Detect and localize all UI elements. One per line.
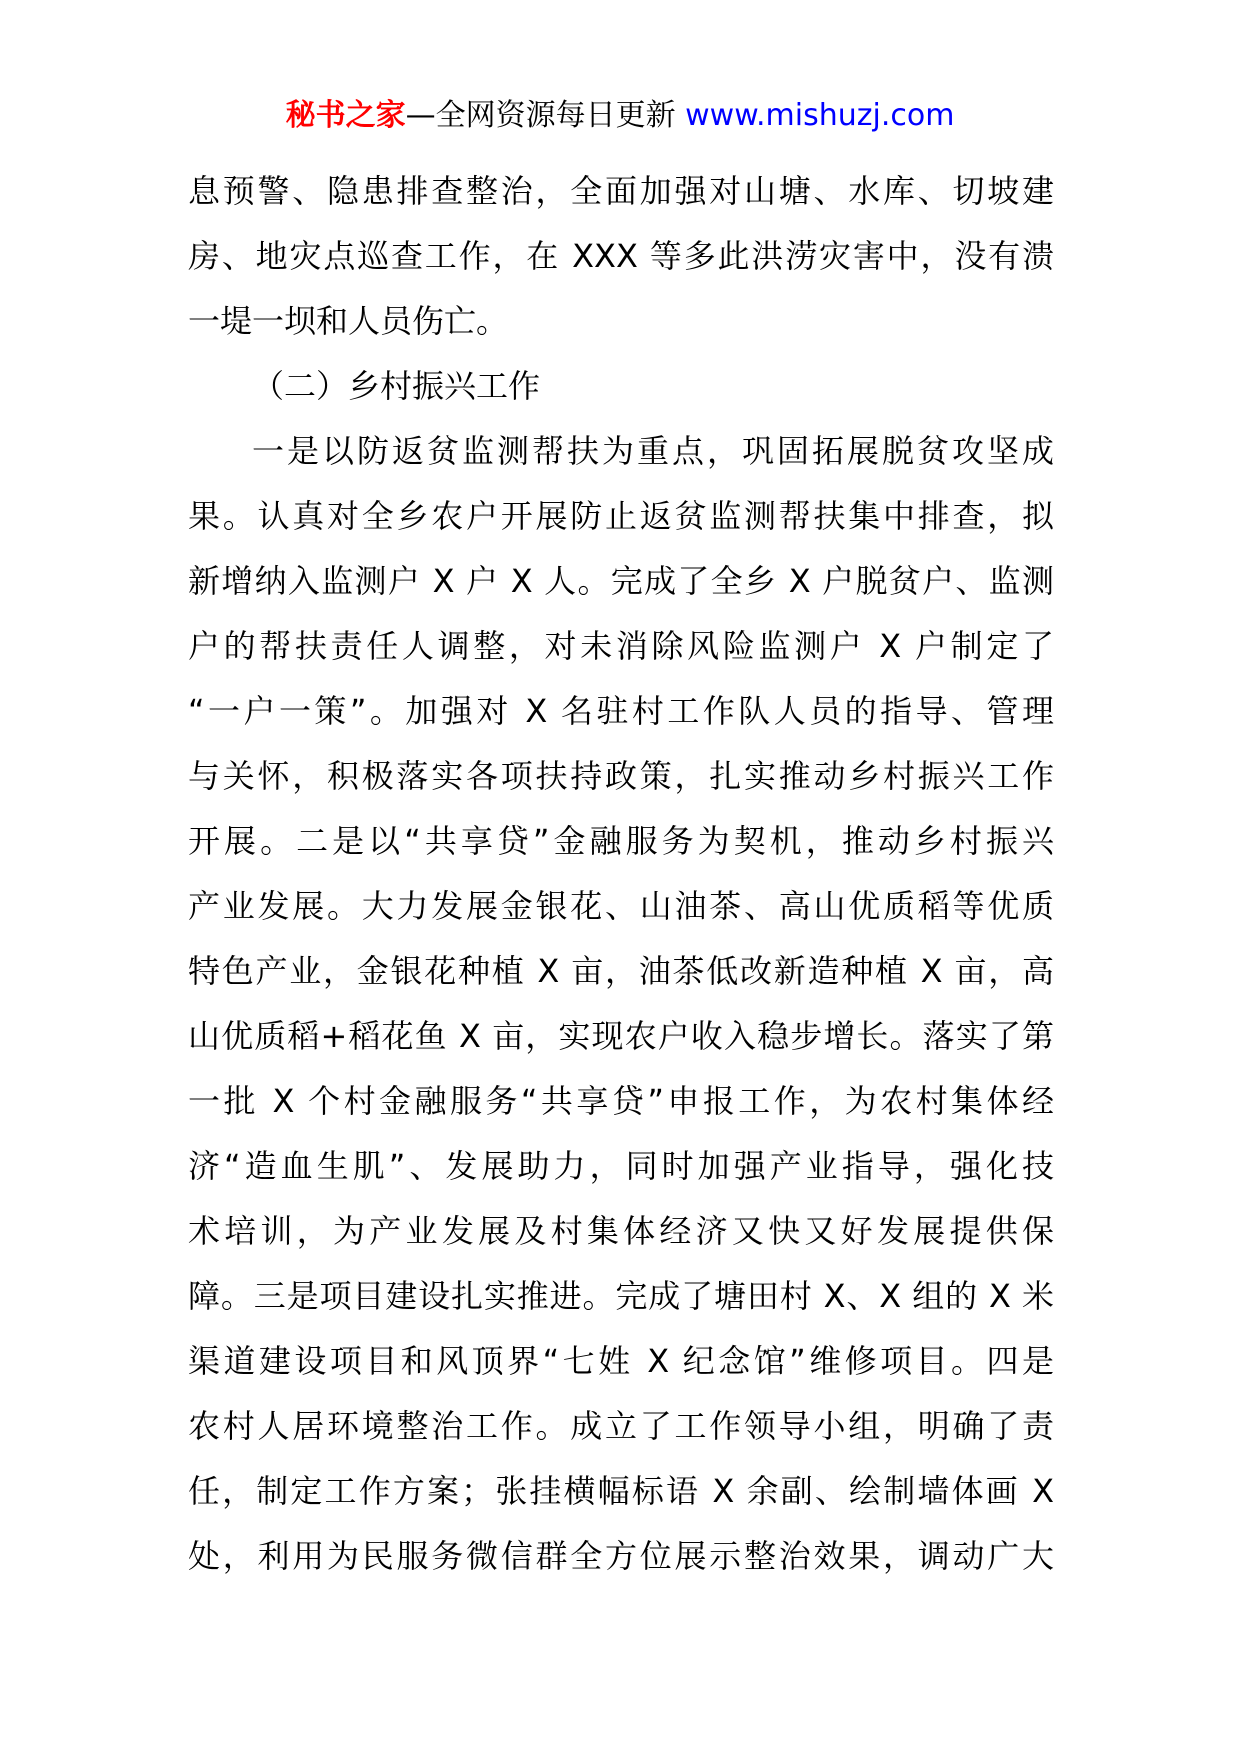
text-line: 任，制定工作方案；张挂横幅标语 X 余副、绘制墙体画 X [188,1472,1054,1510]
text-line: 一堤一坝和人员伤亡。 [188,302,509,340]
text-line: 房、地灾点巡查工作，在 XXX 等多此洪涝灾害中，没有溃 [188,237,1054,275]
text-line: 济“造血生肌”、发展助力，同时加强产业指导，强化技 [188,1147,1054,1185]
section-heading: （二）乡村振兴工作 [252,367,541,405]
site-header [0,96,1240,136]
text-line: 一是以防返贫监测帮扶为重点，巩固拓展脱贫攻坚成 [252,432,1054,470]
text-line: 户的帮扶责任人调整，对未消除风险监测户 X 户制定了 [188,627,1054,665]
text-line: 渠道建设项目和风顶界“七姓 X 纪念馆”维修项目。四是 [188,1342,1054,1380]
text-line: 术培训，为产业发展及村集体经济又快又好发展提供保 [188,1212,1054,1250]
text-line: 山优质稻+稻花鱼 X 亩，实现农户收入稳步增长。落实了第 [188,1017,1054,1055]
text-line: 农村人居环境整治工作。成立了工作领导小组，明确了责 [188,1407,1054,1445]
text-line: 处，利用为民服务微信群全方位展示整治效果，调动广大 [188,1537,1054,1575]
text-line: 特色产业，金银花种植 X 亩，油茶低改新造种植 X 亩，高 [188,952,1054,990]
text-line: 障。三是项目建设扎实推进。完成了塘田村 X、X 组的 X 米 [188,1277,1054,1315]
text-line: 产业发展。大力发展金银花、山油茶、高山优质稻等优质 [188,887,1054,925]
site-url-link[interactable]: www.mishuzj.com [685,98,955,133]
text-line: 新增纳入监测户 X 户 X 人。完成了全乡 X 户脱贫户、监测 [188,562,1054,600]
text-line: 与关怀，积极落实各项扶持政策，扎实推动乡村振兴工作 [188,757,1054,795]
text-line: 开展。二是以“共享贷”金融服务为契机，推动乡村振兴 [188,822,1054,860]
site-tagline: —全网资源每日更新 [405,98,686,133]
document-body [188,159,1054,1589]
text-line: 果。认真对全乡农户开展防止返贫监测帮扶集中排查，拟 [188,497,1054,535]
text-line: 一批 X 个村金融服务“共享贷”申报工作，为农村集体经 [188,1082,1054,1120]
text-line: “一户一策”。加强对 X 名驻村工作队人员的指导、管理 [188,692,1054,730]
site-brand: 秘书之家 [285,98,406,133]
text-line: 息预警、隐患排查整治，全面加强对山塘、水库、切坡建 [188,172,1054,210]
